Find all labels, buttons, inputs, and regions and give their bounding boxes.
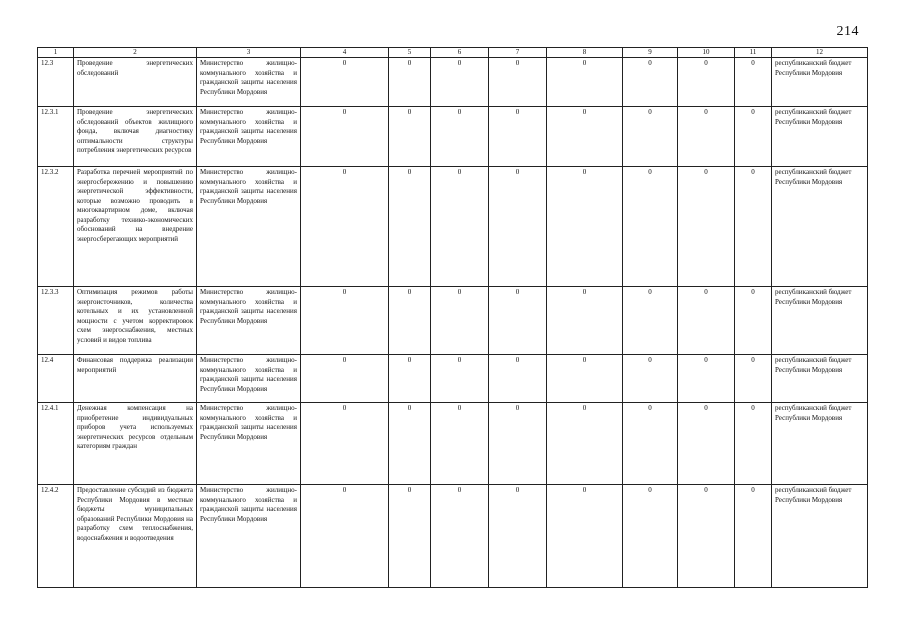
responsible-agency: Министерство жилищно-коммунального хозяйства и гражданской защиты населения Республики Мордовия (197, 355, 301, 403)
value-cell: 0 (547, 58, 623, 107)
table-row (38, 287, 868, 355)
measure-name: Разработка перечней мероприятий по энергосбережению и повышению энергетической эффективности, которые возможно проводить в многоквартирном доме, включая разработку технико-экономических обоснований на внедрение энергосберегающих мероприятий (74, 167, 197, 287)
column-header: 4 (301, 48, 389, 58)
value-cell: 0 (547, 403, 623, 485)
responsible-agency: Министерство жилищно-коммунального хозяйства и гражданской защиты населения Республики Мордовия (197, 58, 301, 107)
value-cell: 0 (489, 403, 547, 485)
table-row (38, 107, 868, 167)
value-cell: 0 (735, 107, 772, 167)
responsible-agency: Министерство жилищно-коммунального хозяйства и гражданской защиты населения Республики Мордовия (197, 167, 301, 287)
value-cell: 0 (301, 287, 389, 355)
value-cell: 0 (735, 355, 772, 403)
value-cell: 0 (301, 58, 389, 107)
value-cell: 0 (547, 167, 623, 287)
value-cell: 0 (489, 167, 547, 287)
value-cell: 0 (431, 355, 489, 403)
value-cell: 0 (431, 107, 489, 167)
column-header: 1 (38, 48, 74, 58)
value-cell: 0 (301, 403, 389, 485)
value-cell: 0 (623, 107, 678, 167)
value-cell: 0 (489, 355, 547, 403)
value-cell: 0 (301, 355, 389, 403)
value-cell: 0 (431, 403, 489, 485)
table-row (38, 58, 868, 107)
value-cell: 0 (431, 485, 489, 588)
value-cell: 0 (389, 287, 431, 355)
value-cell: 0 (489, 107, 547, 167)
value-cell: 0 (547, 355, 623, 403)
responsible-agency: Министерство жилищно-коммунального хозяйства и гражданской защиты населения Республики Мордовия (197, 403, 301, 485)
value-cell: 0 (678, 58, 735, 107)
column-header: 8 (547, 48, 623, 58)
value-cell: 0 (678, 287, 735, 355)
value-cell: 0 (301, 485, 389, 588)
table-row (38, 355, 868, 403)
value-cell: 0 (431, 287, 489, 355)
column-header: 9 (623, 48, 678, 58)
measure-name: Финансовая поддержка реализации мероприятий (74, 355, 197, 403)
responsible-agency: Министерство жилищно-коммунального хозяйства и гражданской защиты населения Республики Мордовия (197, 287, 301, 355)
value-cell: 0 (489, 485, 547, 588)
page-number: 214 (836, 24, 859, 39)
value-cell: 0 (678, 355, 735, 403)
value-cell: 0 (735, 287, 772, 355)
value-cell: 0 (678, 403, 735, 485)
responsible-agency: Министерство жилищно-коммунального хозяйства и гражданской защиты населения Республики Мордовия (197, 485, 301, 588)
row-number: 12.4 (38, 355, 74, 403)
value-cell: 0 (623, 167, 678, 287)
funding-source: республиканский бюджет Республики Мордовия (772, 355, 868, 403)
funding-source: республиканский бюджет Республики Мордовия (772, 58, 868, 107)
value-cell: 0 (678, 485, 735, 588)
table-row (38, 403, 868, 485)
value-cell: 0 (547, 287, 623, 355)
funding-source: республиканский бюджет Республики Мордовия (772, 287, 868, 355)
value-cell: 0 (623, 287, 678, 355)
row-number: 12.4.1 (38, 403, 74, 485)
measure-name: Предоставление субсидий из бюджета Республики Мордовия в местные бюджеты муниципальных образований Республики Мордовия на разработку схем теплоснабжения, водоснабжения и водоотведения (74, 485, 197, 588)
value-cell: 0 (623, 58, 678, 107)
column-header: 11 (735, 48, 772, 58)
funding-source: республиканский бюджет Республики Мордовия (772, 485, 868, 588)
measure-name: Проведение энергетических обследований объектов жилищного фонда, включая диагностику оптимальности структуры потребления энергетических ресурсов (74, 107, 197, 167)
column-header: 6 (431, 48, 489, 58)
value-cell: 0 (301, 107, 389, 167)
responsible-agency: Министерство жилищно-коммунального хозяйства и гражданской защиты населения Республики Мордовия (197, 107, 301, 167)
value-cell: 0 (623, 403, 678, 485)
value-cell: 0 (389, 107, 431, 167)
value-cell: 0 (301, 167, 389, 287)
value-cell: 0 (678, 167, 735, 287)
value-cell: 0 (547, 485, 623, 588)
program-table (37, 47, 868, 588)
value-cell: 0 (389, 167, 431, 287)
table-row (38, 485, 868, 588)
value-cell: 0 (431, 167, 489, 287)
column-header: 10 (678, 48, 735, 58)
column-header: 12 (772, 48, 868, 58)
table-row (38, 167, 868, 287)
value-cell: 0 (623, 485, 678, 588)
measure-name: Оптимизация режимов работы энергоисточников, количества котельных и их установленной мощности с учетом корректировок схем энергоснабжения, местных условий и видов топлива (74, 287, 197, 355)
value-cell: 0 (623, 355, 678, 403)
value-cell: 0 (489, 58, 547, 107)
value-cell: 0 (389, 485, 431, 588)
funding-source: республиканский бюджет Республики Мордовия (772, 107, 868, 167)
row-number: 12.3 (38, 58, 74, 107)
value-cell: 0 (389, 58, 431, 107)
value-cell: 0 (735, 58, 772, 107)
value-cell: 0 (389, 403, 431, 485)
column-header: 3 (197, 48, 301, 58)
value-cell: 0 (489, 287, 547, 355)
measure-name: Денежная компенсация на приобретение индивидуальных приборов учета используемых энергетических ресурсов отдельным категориям граждан (74, 403, 197, 485)
column-header: 2 (74, 48, 197, 58)
row-number: 12.3.2 (38, 167, 74, 287)
value-cell: 0 (389, 355, 431, 403)
value-cell: 0 (431, 58, 489, 107)
value-cell: 0 (735, 167, 772, 287)
row-number: 12.4.2 (38, 485, 74, 588)
value-cell: 0 (678, 107, 735, 167)
column-header: 5 (389, 48, 431, 58)
header-row (38, 48, 868, 58)
funding-source: республиканский бюджет Республики Мордовия (772, 403, 868, 485)
column-header: 7 (489, 48, 547, 58)
value-cell: 0 (735, 403, 772, 485)
row-number: 12.3.3 (38, 287, 74, 355)
value-cell: 0 (547, 107, 623, 167)
value-cell: 0 (735, 485, 772, 588)
funding-source: республиканский бюджет Республики Мордовия (772, 167, 868, 287)
measure-name: Проведение энергетических обследований (74, 58, 197, 107)
row-number: 12.3.1 (38, 107, 74, 167)
